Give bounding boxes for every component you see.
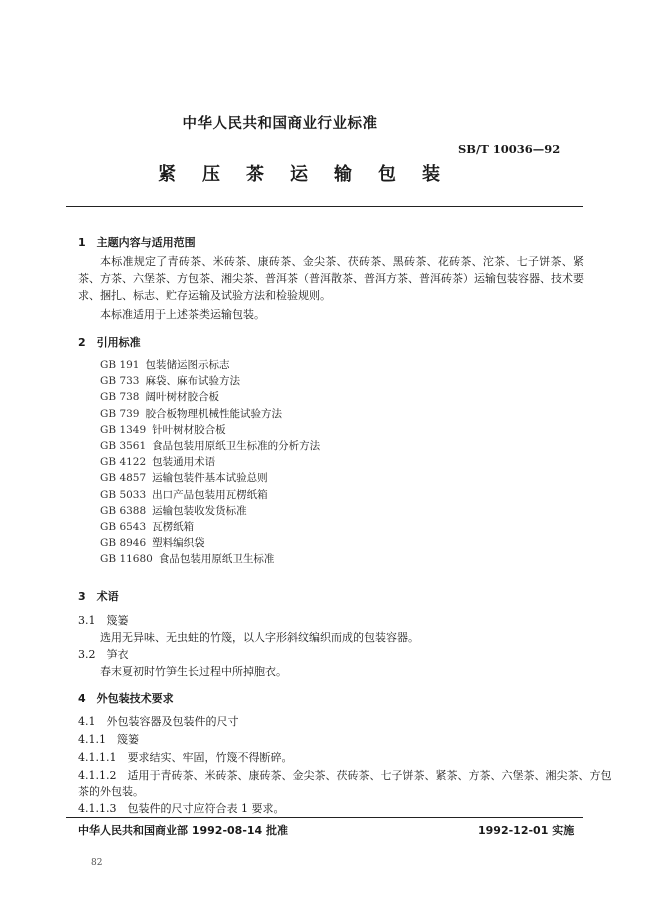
reference-code: GB 739 (100, 407, 140, 420)
reference-item (100, 454, 320, 470)
reference-item (100, 519, 320, 535)
section-2-title: 2 引用标准 (78, 336, 141, 349)
reference-code: GB 11680 (100, 553, 153, 566)
reference-item (100, 373, 320, 389)
clause-4-1: 4.1 外包装容器及包装件的尺寸 (78, 715, 239, 728)
reference-code: GB 8946 (100, 537, 147, 550)
reference-name: 食品包装用原纸卫生标准 (158, 553, 275, 566)
implementation-date: 1992-12-01 实施 (478, 824, 575, 837)
reference-item (100, 389, 320, 405)
reference-code: GB 4857 (100, 472, 147, 485)
clause-4-1-1-2-continued: 茶的外包装。 (78, 785, 144, 798)
section-3-title: 3 术语 (78, 590, 119, 603)
reference-name: 针叶树材胶合板 (152, 423, 226, 436)
reference-name: 塑料编织袋 (152, 537, 205, 550)
reference-name: 包装通用术语 (152, 456, 216, 469)
reference-code: GB 6388 (100, 504, 147, 517)
reference-name: 运输包装收发货标准 (152, 504, 247, 517)
term-3-1-definition: 选用无异味、无虫蛀的竹篾，以人字形斜纹编织而成的包装容器。 (100, 631, 419, 644)
reference-code: GB 4122 (100, 456, 147, 469)
reference-name: 出口产品包装用瓦楞纸箱 (152, 488, 268, 501)
issuing-authority: 中华人民共和国商业行业标准 (182, 116, 378, 132)
reference-code: GB 3561 (100, 439, 147, 452)
standard-code: SB/T 10036—92 (458, 142, 561, 156)
reference-name: 瓦楞纸箱 (152, 520, 195, 533)
reference-code: GB 191 (100, 359, 140, 371)
section-4-title: 4 外包装技术要求 (78, 692, 174, 705)
reference-name: 阔叶树材胶合板 (145, 391, 219, 404)
section-1-paragraph-1: 本标准规定了青砖茶、米砖茶、康砖茶、金尖茶、茯砖茶、黑砖茶、花砖茶、沱茶、七子饼茶、紧茶、方茶、六堡茶、方包茶、湘尖茶、普洱茶（普洱散茶、普洱方茶、普洱砖茶）运输包装容器、技术要求、捆扎、标志、贮存运输及试验方法和检验规则。 (78, 255, 584, 302)
header-rule (66, 206, 583, 207)
approval-line: 中华人民共和国商业部 1992-08-14 批准 (78, 824, 289, 837)
term-3-1-title: 3.1 篾篓 (78, 614, 129, 627)
footer-rule (66, 817, 583, 818)
clause-4-1-1: 4.1.1 篾篓 (78, 733, 139, 746)
reference-name: 包装储运图示标志 (145, 359, 230, 371)
reference-item (100, 357, 320, 373)
reference-code: GB 5033 (100, 488, 147, 501)
reference-item (100, 470, 320, 486)
term-3-2-definition: 春末夏初时竹笋生长过程中所掉胞衣。 (100, 665, 287, 678)
document-title: 紧压茶运输包装 (158, 164, 466, 185)
reference-item (100, 422, 320, 438)
reference-name: 食品包装用原纸卫生标准的分析方法 (152, 439, 321, 452)
clause-4-1-1-1: 4.1.1.1 要求结实、牢固，竹篾不得断碎。 (78, 751, 293, 764)
reference-name: 麻袋、麻布试验方法 (145, 375, 240, 388)
reference-name: 胶合板物理机械性能试验方法 (145, 407, 282, 420)
clause-4-1-1-3: 4.1.1.3 包装件的尺寸应符合表 1 要求。 (78, 802, 285, 815)
reference-name: 运输包装件基本试验总则 (152, 472, 268, 485)
reference-code: GB 6543 (100, 520, 147, 533)
section-1-paragraph-2: 本标准适用于上述茶类运输包装。 (100, 308, 265, 321)
page-number: 82 (91, 858, 103, 868)
clause-4-1-1-2: 4.1.1.2 适用于青砖茶、米砖茶、康砖茶、金尖茶、茯砖茶、七子饼茶、紧茶、方茶、六堡茶、湘尖茶、方包 (78, 769, 612, 782)
reference-code: GB 1349 (100, 423, 147, 436)
term-3-2-title: 3.2 笋衣 (78, 648, 129, 661)
reference-item (100, 551, 320, 567)
reference-code: GB 738 (100, 391, 140, 404)
reference-item (100, 487, 320, 503)
reference-item (100, 535, 320, 551)
reference-item (100, 503, 320, 519)
reference-item (100, 438, 320, 454)
reference-code: GB 733 (100, 375, 140, 388)
reference-item (100, 406, 320, 422)
reference-list (100, 357, 320, 567)
section-1-title: 1 主题内容与适用范围 (78, 236, 196, 249)
